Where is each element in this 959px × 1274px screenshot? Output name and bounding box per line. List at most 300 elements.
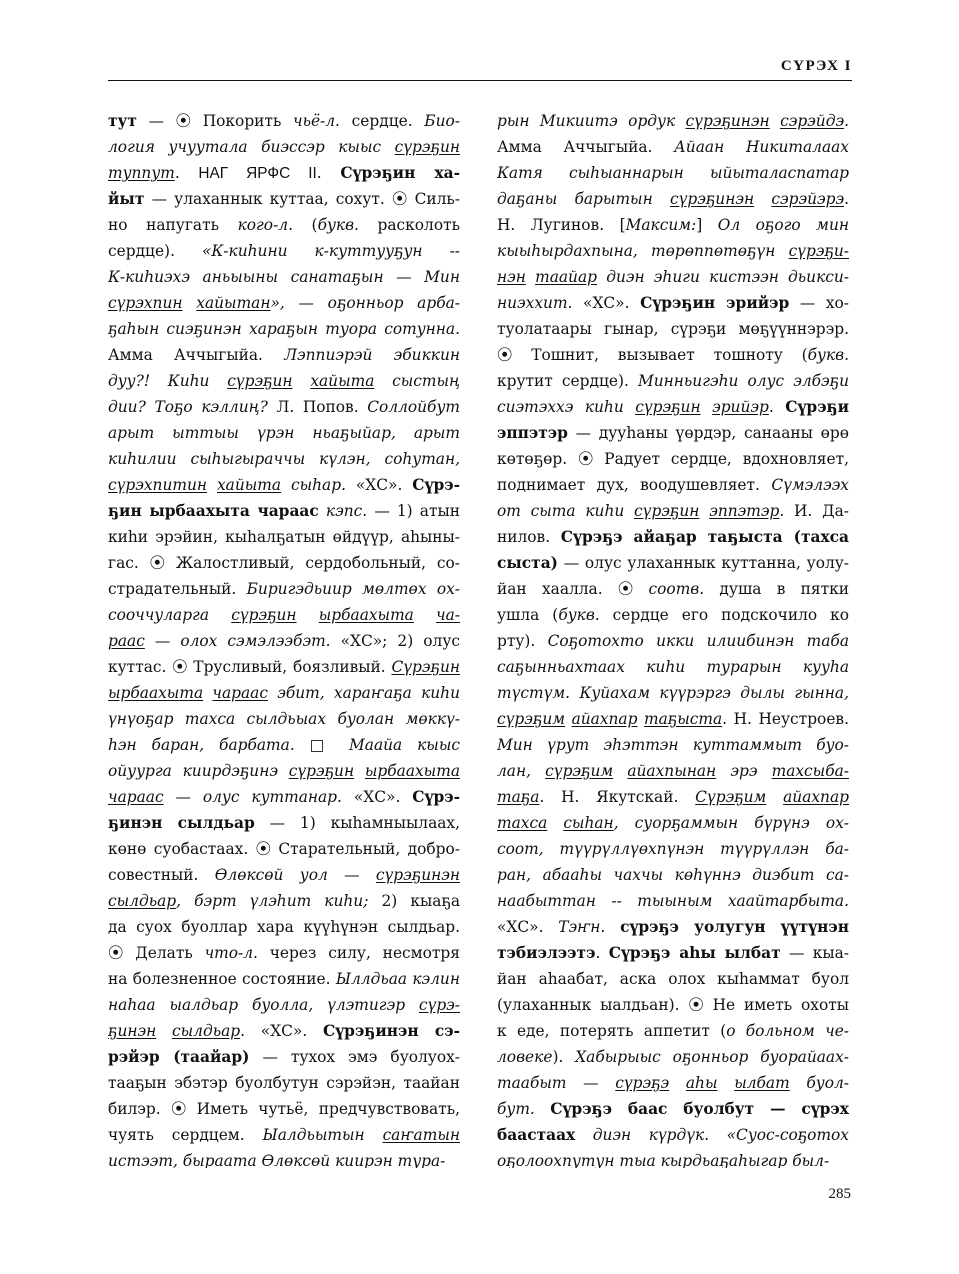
text-run: », — оҕонньор арба-: [270, 294, 460, 312]
text-run: ]: [696, 216, 718, 234]
text-run: таабыт —: [497, 1074, 616, 1092]
text-run: сэрэйдэ: [780, 112, 845, 130]
text-run: 2) кыаҕа: [368, 892, 460, 910]
text-line: [108, 654, 460, 680]
text-line: [497, 108, 849, 134]
text-run: Ол оҕого мин: [717, 216, 849, 234]
text-run: раас: [108, 632, 145, 650]
text-line: [108, 1070, 460, 1096]
text-run: саҕынньахтаах киһи турарын кууһа: [497, 658, 849, 676]
text-run: сылдьар: [172, 1022, 241, 1040]
text-run: Н. Лугинов. [: [497, 216, 626, 234]
text-run: чьё-л.: [293, 112, 340, 130]
text-line: [108, 602, 460, 628]
text-run: сыһан: [563, 814, 614, 832]
text-line: [497, 1148, 849, 1168]
text-run: К-киһиэхэ аньыыны санатаҕын — Мин: [108, 268, 460, 286]
text-run: к еде, потерять аппетит (: [497, 1022, 727, 1040]
text-run: — хо-: [789, 294, 849, 312]
text-run: — олох сэмэлээбэт.: [144, 632, 331, 650]
text-line: [108, 368, 460, 394]
text-line: [108, 472, 460, 498]
text-line: [497, 628, 849, 654]
text-run: сүрэҕим: [497, 710, 565, 728]
text-line: [108, 1096, 460, 1122]
text-run: .: [595, 944, 609, 962]
text-run: Сүрэҕэ аһы ылбат: [608, 944, 781, 962]
text-run: — 1) кыһамныылаах,: [254, 814, 460, 832]
text-run: тут: [108, 112, 137, 130]
text-run: [414, 606, 436, 624]
text-run: чуять сердцем.: [108, 1126, 263, 1144]
text-line: [497, 264, 849, 290]
text-line: [108, 316, 460, 342]
text-run: таҕыста: [644, 710, 723, 728]
text-run: сылдьар: [108, 892, 177, 910]
text-line: [108, 212, 460, 238]
text-run: рэйэр (таайар): [108, 1048, 250, 1066]
text-run: чараас: [108, 788, 164, 806]
text-line: [108, 290, 460, 316]
text-line: [497, 862, 849, 888]
text-run: ырбаахыта: [364, 762, 460, 780]
text-line: [108, 186, 460, 212]
text-run: .: [844, 112, 849, 130]
text-line: [497, 602, 849, 628]
text-run: , суорҕаммын бүрүнэ ох-: [613, 814, 849, 832]
text-run: — дууһаны үөрдэр, санааны өрө: [567, 424, 849, 442]
text-line: [108, 1044, 460, 1070]
text-run: [319, 502, 326, 520]
text-run: о больном че-: [726, 1022, 849, 1040]
text-run: туолатаары гынар, сүрэҕи мөҕүүннэрэр.: [497, 320, 849, 338]
text-run: через силу, несмотря: [257, 944, 460, 962]
text-run: наабыттан -- тыыным хаайтарбыта.: [497, 892, 849, 910]
text-line: [497, 784, 849, 810]
text-run: ⦿ Делать: [108, 944, 205, 962]
text-line: [497, 888, 849, 914]
text-run: «ХС».: [572, 294, 641, 312]
text-run: крутит сердце).: [497, 372, 638, 390]
text-line: [497, 524, 849, 550]
text-run: айахпар: [783, 788, 849, 806]
text-run: на болезненное состояние.: [108, 970, 336, 988]
text-run: ниэххит.: [497, 294, 573, 312]
text-run: [526, 268, 535, 286]
text-run: Хабырыыс оҕонньор буорайаах-: [575, 1048, 849, 1066]
text-run: . Н. Якутскай.: [539, 788, 696, 806]
text-run: «ХС».: [345, 476, 413, 494]
text-run: , бэрт үлэһит киһи;: [176, 892, 369, 910]
text-run: логия учуутала биэссэр кыыс: [108, 138, 395, 156]
text-run: Л. Попов.: [267, 398, 368, 416]
text-run: сүрэҕэ уолугун үүтүнэн: [620, 918, 849, 936]
text-run: ырбаахыта: [318, 606, 414, 624]
text-run: Лэппиэрэй эбиккин: [284, 346, 460, 364]
text-run: [547, 814, 563, 832]
text-run: эбит, хараҥаҕа киһи: [267, 684, 460, 702]
text-run: лан,: [497, 762, 546, 780]
text-run: бут.: [497, 1100, 535, 1118]
text-run: нилов.: [497, 528, 561, 546]
text-run: букв.: [317, 216, 359, 234]
text-run: саҥатын: [382, 1126, 460, 1144]
text-run: ушла (: [497, 606, 559, 624]
text-run: Сүрэҕэ баас буолбут — сүрэх: [550, 1100, 849, 1118]
text-run: киһилии сыһыгыраччы күлэн, соһутан,: [108, 450, 460, 468]
text-run: куттас. ⦿ Трусливый, боязливый.: [108, 658, 392, 676]
text-line: [108, 342, 460, 368]
text-run: тахса: [497, 814, 548, 832]
text-run: — кыа-: [780, 944, 849, 962]
text-run: ҕин ырбаахыта чараас: [108, 502, 319, 520]
text-run: . И. Да-: [779, 502, 849, 520]
text-run: сүрэҕин: [394, 138, 460, 156]
text-run: [770, 112, 780, 130]
text-run: киһи эрэйин, кыһалҕатын өйдүүр, аһыны-: [108, 528, 460, 546]
text-run: Соҕотохто икки илиибинэн таба: [547, 632, 849, 650]
text-line: [108, 446, 460, 472]
text-run: .: [174, 164, 199, 182]
text-run: рын Микиитэ ордук: [497, 112, 686, 130]
text-line: [108, 940, 460, 966]
text-line: [108, 836, 460, 862]
text-run: Сүрэҕинэн сэ-: [322, 1022, 460, 1040]
text-run: тааҕын эбэтэр буолбутун сэрэйэн, таайан: [108, 1074, 460, 1092]
running-title: СҮРЭХ I: [780, 58, 852, 74]
text-line: [497, 1070, 849, 1096]
text-run: эрэ: [716, 762, 772, 780]
text-run: түстүм. Куйахам күүрэргэ дылы гынна,: [497, 684, 849, 702]
text-line: [497, 1096, 849, 1122]
text-line: [108, 758, 460, 784]
text-run: Сүрэ-: [412, 788, 460, 806]
text-run: дуу?! Киһи: [108, 372, 228, 390]
text-run: «ХС»; 2) олус: [330, 632, 460, 650]
text-line: [497, 1122, 849, 1148]
text-run: сыһар.: [281, 476, 346, 494]
text-run: [605, 918, 620, 936]
text-line: [108, 108, 460, 134]
text-run: поднимает дух, воодушевляет.: [497, 476, 772, 494]
text-run: эппэтэр: [709, 502, 780, 520]
text-run: .: [844, 190, 849, 208]
text-run: кого-л.: [237, 216, 293, 234]
text-run: аһы: [685, 1074, 718, 1092]
text-run: Сүрэ-: [412, 476, 460, 494]
text-run: ран, абааһы чахчы көһүннэ диэбит са-: [497, 866, 849, 884]
text-run: йан хаалла. ⦿: [497, 580, 649, 598]
text-line: [108, 576, 460, 602]
text-run: гас. ⦿ Жалостливый, сердобольный, со-: [108, 554, 460, 572]
text-run: «ХС».: [497, 918, 559, 936]
text-run: Катя сыһыаннарын ыйыталаспатар: [497, 164, 849, 182]
text-run: сүрэҕи-: [788, 242, 849, 260]
text-run: эппэтэр: [497, 424, 568, 442]
text-line: [497, 498, 849, 524]
text-run: [354, 762, 365, 780]
text-line: [497, 1044, 849, 1070]
text-run: истээт, быраата Өлөксөй киирэн тура-: [108, 1152, 446, 1168]
text-line: [497, 940, 849, 966]
text-run: расколоть: [358, 216, 460, 234]
text-run: [575, 1126, 593, 1144]
text-run: [183, 294, 197, 312]
text-run: Сүрэҕи: [785, 398, 849, 416]
text-line: [108, 1018, 460, 1044]
text-run: букв.: [807, 346, 849, 364]
text-run: буол-: [789, 1074, 849, 1092]
text-run: сүрэхпитин: [108, 476, 208, 494]
text-run: но напугать: [108, 216, 238, 234]
text-run: сүрэҕинэн: [375, 866, 460, 884]
text-line: [108, 264, 460, 290]
text-run: [156, 1022, 172, 1040]
text-run: что-л.: [204, 944, 258, 962]
text-run: [207, 476, 217, 494]
text-line: [497, 654, 849, 680]
text-run: сүрэҕин: [231, 606, 297, 624]
text-run: Сүрэҕин: [391, 658, 460, 676]
text-run: соотв.: [648, 580, 705, 598]
text-run: Максим:: [625, 216, 697, 234]
text-run: □: [294, 736, 350, 754]
text-line: [497, 212, 849, 238]
text-run: айахпар: [571, 710, 638, 728]
running-header: [108, 56, 852, 80]
text-run: рту).: [497, 632, 548, 650]
text-line: [108, 550, 460, 576]
text-line: [108, 966, 460, 992]
text-line: [108, 1148, 460, 1168]
text-run: (: [292, 216, 318, 234]
text-line: [108, 134, 460, 160]
text-run: ылбат: [734, 1074, 790, 1092]
text-line: [497, 316, 849, 342]
text-run: Соллойбут: [367, 398, 460, 416]
text-run: сүрэҕинэн: [669, 190, 755, 208]
text-run: чараас: [212, 684, 268, 702]
text-run: ).: [552, 1048, 576, 1066]
text-line: [108, 914, 460, 940]
text-line: [497, 238, 849, 264]
text-run: сүрэҕэ: [615, 1074, 670, 1092]
text-run: соот, түүрүллүөхпүнэн түүрүллэн ба-: [497, 840, 849, 858]
text-line: [108, 992, 460, 1018]
text-run: сердце).: [108, 242, 202, 260]
text-run: хайыта: [216, 476, 282, 494]
header-rule: [108, 80, 852, 81]
text-run: диэн күрдүк. «Суос-соҕотох: [592, 1126, 849, 1144]
text-run: таайар: [535, 268, 597, 286]
text-run: [203, 684, 212, 702]
text-run: — олус куттанар.: [163, 788, 342, 806]
text-run: «ХС».: [341, 788, 413, 806]
text-run: Өлөксөй уол —: [214, 866, 376, 884]
text-run: сүрэҕинэн: [685, 112, 770, 130]
text-line: [108, 810, 460, 836]
text-run: сердце его подскочило ко: [599, 606, 849, 624]
text-run: душа в пятки: [704, 580, 849, 598]
text-line: [108, 1122, 460, 1148]
text-run: сүрэ-: [418, 996, 460, 1014]
text-run: хайыта: [310, 372, 375, 390]
text-line: [108, 498, 460, 524]
text-line: [108, 732, 460, 758]
text-run: сүрэҕин: [288, 762, 355, 780]
text-run: [754, 190, 771, 208]
text-run: «К-киһини к-куттууҕун --: [201, 242, 460, 260]
text-run: Ыллдьаа кэлин: [335, 970, 460, 988]
text-line: [497, 680, 849, 706]
text-line: [497, 472, 849, 498]
text-run: кэпс.: [325, 502, 368, 520]
text-run: [701, 398, 712, 416]
text-line: [497, 914, 849, 940]
text-line: [108, 628, 460, 654]
text-run: — ⦿ Покорить: [136, 112, 293, 130]
text-run: баастаах: [497, 1126, 576, 1144]
text-run: [669, 1074, 686, 1092]
text-run: наһаа ыалдьар буолла, үлэтигэр: [108, 996, 419, 1014]
text-run: сэрэйэрэ: [771, 190, 845, 208]
text-run: совестный.: [108, 866, 215, 884]
text-run: да суох буоллар хара күүһүнэн сылдьар.: [108, 918, 460, 936]
text-column-right: [497, 108, 849, 1168]
text-line: [497, 836, 849, 862]
text-run: һэн баран, барбата.: [108, 736, 295, 754]
text-run: тахсыба-: [771, 762, 849, 780]
text-line: [497, 446, 849, 472]
text-line: [497, 342, 849, 368]
text-run: сүрэҕим: [545, 762, 614, 780]
text-run: букв.: [558, 606, 600, 624]
text-line: [108, 680, 460, 706]
text-run: [699, 502, 709, 520]
text-run: .: [768, 398, 786, 416]
text-line: [497, 732, 849, 758]
text-run: [293, 372, 311, 390]
text-line: [497, 368, 849, 394]
text-line: [108, 888, 460, 914]
text-column-left: [108, 108, 460, 1168]
text-run: көтөҕөр. ⦿ Радует сердце, вдохновляет,: [497, 450, 849, 468]
text-run: — улаханнык куттаа, сохут. ⦿ Силь-: [144, 190, 460, 208]
text-line: [497, 706, 849, 732]
text-run: ырбаахыта: [108, 684, 204, 702]
text-line: [497, 550, 849, 576]
text-line: [497, 758, 849, 784]
text-run: үнүоҕар тахса сылдьыах буолан мөккү-: [108, 710, 460, 728]
text-run: хайытан: [196, 294, 271, 312]
text-line: [497, 134, 849, 160]
text-run: дии? Тоҕо кэллиң?: [108, 398, 268, 416]
text-run: Мин үрут эһэттэн куттаммыт буо-: [497, 736, 849, 754]
page-number: 285: [828, 1186, 851, 1202]
text-run: туппут: [108, 164, 175, 182]
text-run: сыста): [497, 554, 558, 572]
text-run: ҕинэн сылдьар: [108, 814, 255, 832]
text-run: айахпынан: [627, 762, 717, 780]
text-run: Тэҥн.: [558, 918, 606, 936]
text-run: Сүмэлээх: [771, 476, 849, 494]
text-run: ҕинэн: [108, 1022, 157, 1040]
text-run: Минньигэһи олус элбэҕи: [637, 372, 849, 390]
text-run: ловеке: [497, 1048, 553, 1066]
text-run: оҕолоохпутун тыа кырдьаҕаһыгар был-: [497, 1152, 830, 1168]
text-line: [497, 576, 849, 602]
text-run: [297, 606, 319, 624]
text-run: Сүрэҕин эрийэр: [640, 294, 790, 312]
text-line: [108, 706, 460, 732]
text-run: сүрэҕин: [634, 502, 700, 520]
text-run: билэр. ⦿ Иметь чутьё, предчувствовать,: [108, 1100, 460, 1118]
text-run: сүрэхпин: [108, 294, 183, 312]
text-line: [497, 420, 849, 446]
text-run: Ыалдьытын: [262, 1126, 383, 1144]
text-run: эрийэр: [712, 398, 769, 416]
text-run: сүрэҕин: [635, 398, 701, 416]
text-run: [613, 762, 627, 780]
text-line: [108, 160, 460, 186]
text-run: ча-: [436, 606, 460, 624]
text-run: Маайа кыыс: [349, 736, 460, 754]
text-run: Амма Аччыгыйа.: [497, 138, 675, 156]
text-run: [535, 1100, 550, 1118]
text-run: даҕаны барытын: [497, 190, 670, 208]
text-run: . Н. Неустроев.: [722, 710, 849, 728]
text-run: Био-: [424, 112, 460, 130]
text-run: кыыһырдахпына, төрөппөтөҕүн: [497, 242, 789, 260]
text-line: [108, 394, 460, 420]
text-line: [497, 290, 849, 316]
text-line: [108, 524, 460, 550]
text-run: Сүрэҕим: [695, 788, 767, 806]
text-line: [497, 966, 849, 992]
text-run: тэбиэлээтэ: [497, 944, 596, 962]
text-line: [497, 394, 849, 420]
text-line: [108, 862, 460, 888]
text-run: Амма Аччыгыйа.: [108, 346, 285, 364]
text-run: ойуурга киирдэҕинэ: [108, 762, 289, 780]
text-line: [497, 186, 849, 212]
text-run: диэн эһиги кистээн дьикси-: [597, 268, 849, 286]
text-run: арыт ыттыы үрэн ньаҕыйар, арыт: [108, 424, 460, 442]
text-run: (улаханнык ыалдьан). ⦿ Не иметь охоты: [497, 996, 849, 1014]
text-run: көнө суобастаах. ⦿ Старательный, добро-: [108, 840, 460, 858]
text-run: сыстың: [374, 372, 460, 390]
text-run: сүрэҕин: [227, 372, 293, 390]
text-run: — тухох эмэ буолуох-: [249, 1048, 460, 1066]
text-run: сердце.: [339, 112, 425, 130]
text-run: Сүрэҕэ айаҕар таҕыста (тахса: [560, 528, 849, 546]
text-run: Айаан Никиталаах: [674, 138, 849, 156]
text-line: [108, 238, 460, 264]
text-run: йыт: [108, 190, 145, 208]
text-run: НАГ ЯРФС II: [198, 165, 317, 182]
text-run: . «ХС».: [240, 1022, 323, 1040]
text-line: [497, 1018, 849, 1044]
text-run: [718, 1074, 735, 1092]
text-run: сиэтэххэ киһи: [497, 398, 636, 416]
text-line: [497, 810, 849, 836]
text-line: [108, 420, 460, 446]
text-run: йан аһаабат, аска олох кыһаммат буол: [497, 970, 849, 988]
text-line: [108, 784, 460, 810]
text-run: Сүрэҕин ха-: [340, 164, 460, 182]
text-run: — олус улаханнык куттанна, уолу-: [557, 554, 849, 572]
text-run: — 1) атын: [367, 502, 460, 520]
